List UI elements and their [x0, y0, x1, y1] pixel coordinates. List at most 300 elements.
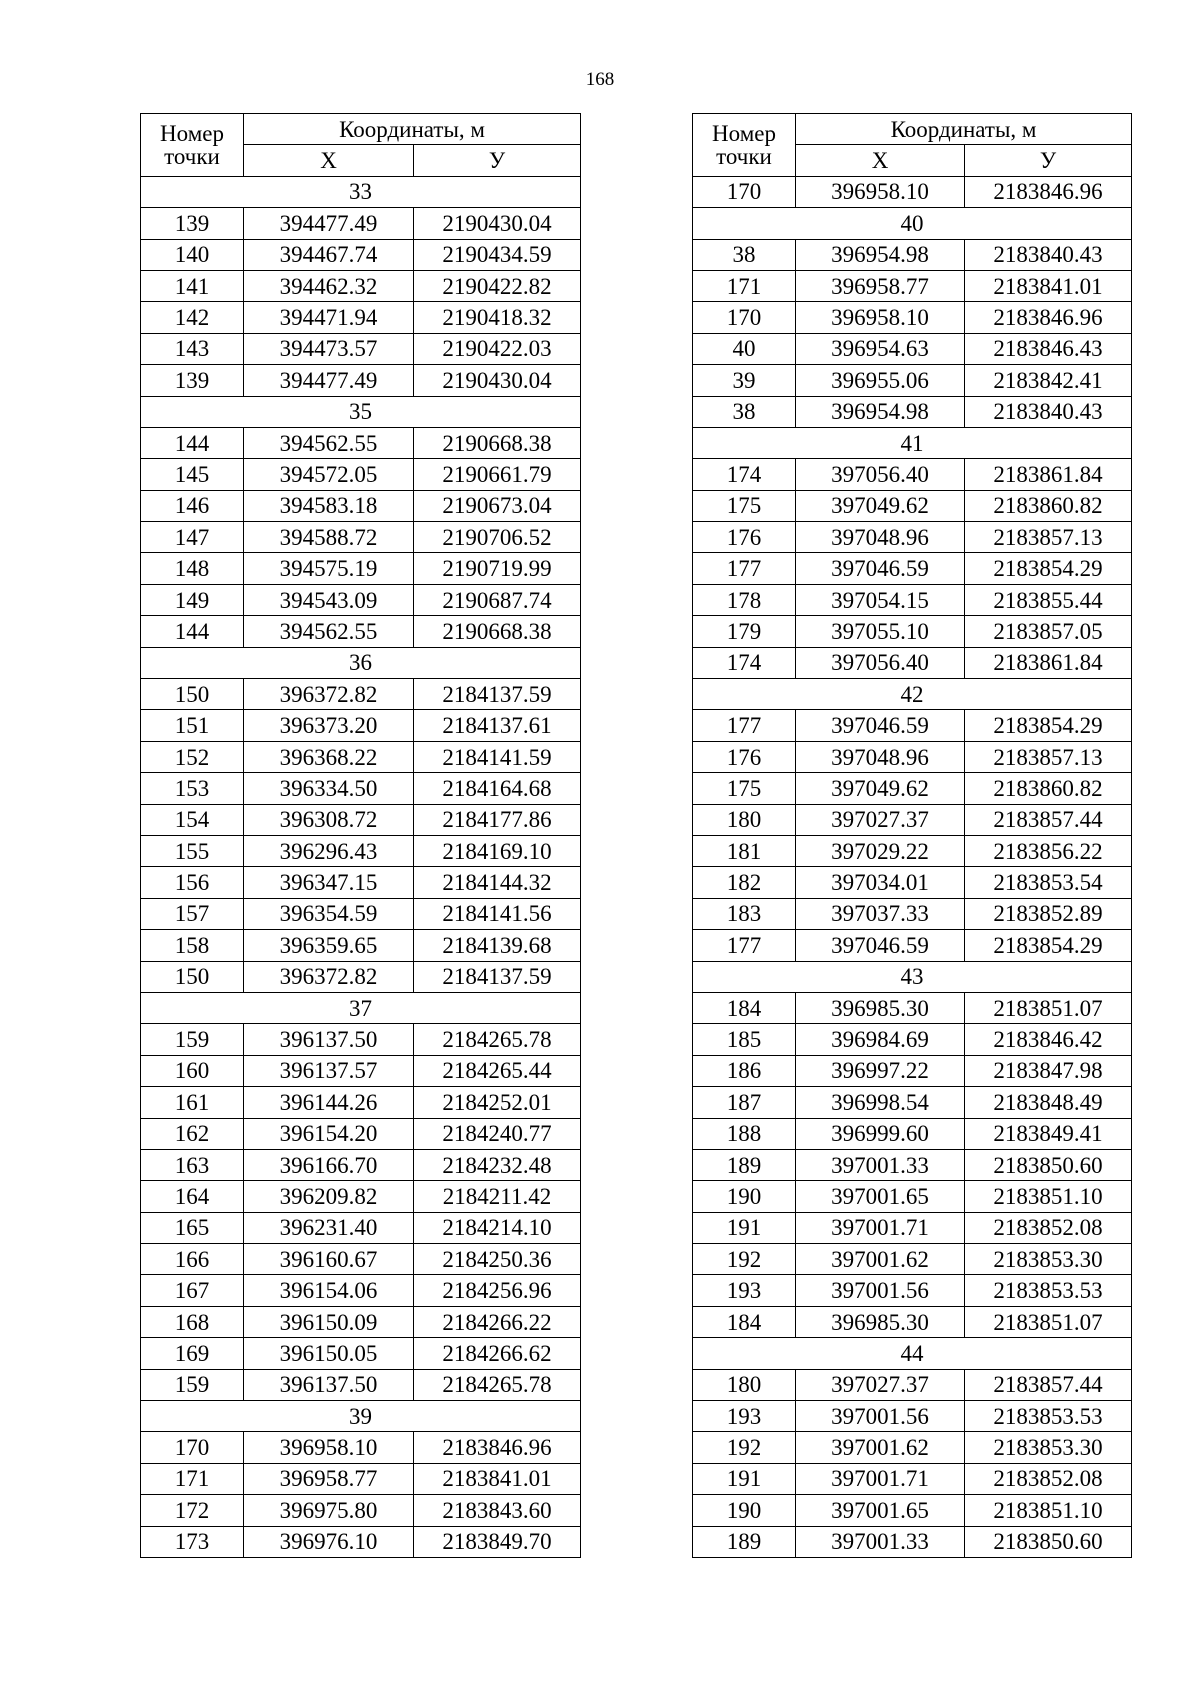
- point-number-cell: 148: [141, 553, 244, 584]
- point-number-cell: 190: [693, 1495, 796, 1526]
- table-row: [141, 490, 581, 521]
- table-row: [693, 835, 1132, 866]
- table-row: [693, 584, 1132, 615]
- point-number-cell: 177: [693, 710, 796, 741]
- group-number: 33: [141, 176, 581, 207]
- x-coordinate-cell: 396308.72: [244, 804, 414, 835]
- point-number-cell: 176: [693, 741, 796, 772]
- x-coordinate-cell: 394471.94: [244, 302, 414, 333]
- y-coordinate-cell: 2184250.36: [414, 1244, 581, 1275]
- y-coordinate-cell: 2183857.13: [965, 522, 1132, 553]
- x-coordinate-cell: 394562.55: [244, 616, 414, 647]
- table-row: [693, 773, 1132, 804]
- table-row: [141, 804, 581, 835]
- x-coordinate-cell: 396999.60: [796, 1118, 965, 1149]
- x-coordinate-cell: 397034.01: [796, 867, 965, 898]
- y-coordinate-cell: 2183846.42: [965, 1024, 1132, 1055]
- table-row: [141, 333, 581, 364]
- x-coordinate-cell: 396985.30: [796, 992, 965, 1023]
- point-number-cell: 184: [693, 1306, 796, 1337]
- table-row: [693, 1118, 1132, 1149]
- point-number-header: Номер точки: [693, 114, 796, 177]
- y-coordinate-cell: 2190422.82: [414, 270, 581, 301]
- y-coordinate-cell: 2190434.59: [414, 239, 581, 270]
- table-row: [141, 1024, 581, 1055]
- x-coordinate-cell: 394572.05: [244, 459, 414, 490]
- table-row: [141, 1087, 581, 1118]
- point-number-cell: 147: [141, 522, 244, 553]
- table-row: [141, 522, 581, 553]
- y-coordinate-cell: 2184265.78: [414, 1369, 581, 1400]
- point-number-cell: 157: [141, 898, 244, 929]
- point-number-cell: 184: [693, 992, 796, 1023]
- table-row: [141, 553, 581, 584]
- x-coordinate-cell: 396958.10: [796, 176, 965, 207]
- group-row: [693, 427, 1132, 458]
- table-row: [141, 1369, 581, 1400]
- point-number-cell: 191: [693, 1212, 796, 1243]
- table-row: [693, 930, 1132, 961]
- table-row: [693, 1463, 1132, 1494]
- y-coordinate-cell: 2190668.38: [414, 616, 581, 647]
- x-coordinate-cell: 396368.22: [244, 741, 414, 772]
- point-number-cell: 158: [141, 930, 244, 961]
- y-coordinate-cell: 2183852.89: [965, 898, 1132, 929]
- point-number-cell: 167: [141, 1275, 244, 1306]
- group-number: 35: [141, 396, 581, 427]
- y-coordinate-cell: 2184169.10: [414, 835, 581, 866]
- x-coordinate-cell: 397001.62: [796, 1244, 965, 1275]
- table-row: [693, 302, 1132, 333]
- x-coordinate-cell: 396154.20: [244, 1118, 414, 1149]
- y-coordinate-cell: 2183857.05: [965, 616, 1132, 647]
- table-row: [141, 773, 581, 804]
- table-row: [141, 1526, 581, 1557]
- x-coordinate-cell: 396137.57: [244, 1055, 414, 1086]
- x-coordinate-cell: 397001.71: [796, 1212, 965, 1243]
- y-coordinate-cell: 2190668.38: [414, 427, 581, 458]
- x-coordinate-cell: 397055.10: [796, 616, 965, 647]
- x-coordinate-cell: 396231.40: [244, 1212, 414, 1243]
- table-row: [693, 1244, 1132, 1275]
- y-coordinate-cell: 2183857.13: [965, 741, 1132, 772]
- point-number-cell: 150: [141, 679, 244, 710]
- group-number: 37: [141, 992, 581, 1023]
- y-coordinate-cell: 2183852.08: [965, 1212, 1132, 1243]
- y-coordinate-cell: 2184211.42: [414, 1181, 581, 1212]
- table-row: [693, 1181, 1132, 1212]
- point-number-cell: 162: [141, 1118, 244, 1149]
- x-coordinate-cell: 397054.15: [796, 584, 965, 615]
- point-number-cell: 145: [141, 459, 244, 490]
- x-coordinate-cell: 397001.56: [796, 1401, 965, 1432]
- x-coordinate-cell: 397001.71: [796, 1463, 965, 1494]
- point-number-cell: 170: [693, 176, 796, 207]
- point-number-cell: 180: [693, 1369, 796, 1400]
- x-coordinate-cell: 397027.37: [796, 804, 965, 835]
- point-number-cell: 168: [141, 1306, 244, 1337]
- x-coordinate-cell: 397046.59: [796, 710, 965, 741]
- x-coordinate-cell: 394477.49: [244, 365, 414, 396]
- y-coordinate-cell: 2183846.43: [965, 333, 1132, 364]
- table-row: [693, 1024, 1132, 1055]
- table-row: [141, 270, 581, 301]
- y-coordinate-cell: 2184232.48: [414, 1149, 581, 1180]
- y-coordinate-cell: 2183846.96: [965, 302, 1132, 333]
- point-number-cell: 175: [693, 773, 796, 804]
- y-coordinate-cell: 2183841.01: [965, 270, 1132, 301]
- x-coordinate-cell: 396373.20: [244, 710, 414, 741]
- point-number-cell: 174: [693, 459, 796, 490]
- y-coordinate-cell: 2183855.44: [965, 584, 1132, 615]
- table-row: [141, 584, 581, 615]
- x-coordinate-cell: 397001.33: [796, 1526, 965, 1557]
- y-header: У: [965, 145, 1132, 176]
- y-coordinate-cell: 2183842.41: [965, 365, 1132, 396]
- table-row: [141, 741, 581, 772]
- point-number-cell: 144: [141, 427, 244, 458]
- x-coordinate-cell: 396334.50: [244, 773, 414, 804]
- table-row: [141, 208, 581, 239]
- y-coordinate-cell: 2183847.98: [965, 1055, 1132, 1086]
- point-number-cell: 170: [693, 302, 796, 333]
- x-coordinate-cell: 397001.65: [796, 1181, 965, 1212]
- table-row: [141, 1149, 581, 1180]
- table-row: [693, 1369, 1132, 1400]
- y-coordinate-cell: 2183854.29: [965, 553, 1132, 584]
- x-coordinate-cell: 394562.55: [244, 427, 414, 458]
- table-row: [693, 1149, 1132, 1180]
- x-coordinate-cell: 396976.10: [244, 1526, 414, 1557]
- point-number-cell: 187: [693, 1087, 796, 1118]
- x-coordinate-cell: 396372.82: [244, 679, 414, 710]
- table-row: [141, 835, 581, 866]
- y-coordinate-cell: 2184256.96: [414, 1275, 581, 1306]
- x-coordinate-cell: 397029.22: [796, 835, 965, 866]
- x-coordinate-cell: 394575.19: [244, 553, 414, 584]
- x-coordinate-cell: 397056.40: [796, 647, 965, 678]
- point-number-cell: 142: [141, 302, 244, 333]
- table-row: [141, 459, 581, 490]
- table-row: [693, 1401, 1132, 1432]
- table-row: [693, 710, 1132, 741]
- y-coordinate-cell: 2184252.01: [414, 1087, 581, 1118]
- y-coordinate-cell: 2184137.59: [414, 679, 581, 710]
- group-number: 40: [693, 208, 1132, 239]
- point-number-cell: 159: [141, 1024, 244, 1055]
- y-coordinate-cell: 2183856.22: [965, 835, 1132, 866]
- y-coordinate-cell: 2183849.41: [965, 1118, 1132, 1149]
- point-number-cell: 159: [141, 1369, 244, 1400]
- point-number-cell: 38: [693, 239, 796, 270]
- x-coordinate-cell: 396958.10: [796, 302, 965, 333]
- point-number-cell: 186: [693, 1055, 796, 1086]
- point-number-cell: 151: [141, 710, 244, 741]
- y-header: У: [414, 145, 581, 176]
- table-row: [693, 741, 1132, 772]
- point-number-cell: 38: [693, 396, 796, 427]
- x-coordinate-cell: 396166.70: [244, 1149, 414, 1180]
- x-coordinate-cell: 397056.40: [796, 459, 965, 490]
- page-number: 168: [585, 69, 615, 90]
- point-number-cell: 174: [693, 647, 796, 678]
- point-number-cell: 182: [693, 867, 796, 898]
- x-coordinate-cell: 397046.59: [796, 553, 965, 584]
- table-row: [693, 239, 1132, 270]
- group-row: [693, 679, 1132, 710]
- point-number-cell: 192: [693, 1432, 796, 1463]
- x-coordinate-cell: 397001.65: [796, 1495, 965, 1526]
- x-coordinate-cell: 396354.59: [244, 898, 414, 929]
- point-number-cell: 169: [141, 1338, 244, 1369]
- y-coordinate-cell: 2183840.43: [965, 239, 1132, 270]
- point-number-cell: 163: [141, 1149, 244, 1180]
- table-row: [693, 1212, 1132, 1243]
- y-coordinate-cell: 2184144.32: [414, 867, 581, 898]
- point-number-cell: 177: [693, 930, 796, 961]
- point-number-cell: 180: [693, 804, 796, 835]
- y-coordinate-cell: 2183843.60: [414, 1495, 581, 1526]
- y-coordinate-cell: 2183857.44: [965, 1369, 1132, 1400]
- x-coordinate-cell: 394462.32: [244, 270, 414, 301]
- table-row: [141, 1212, 581, 1243]
- point-number-cell: 171: [141, 1463, 244, 1494]
- x-coordinate-cell: 396984.69: [796, 1024, 965, 1055]
- point-number-cell: 173: [141, 1526, 244, 1557]
- table-row: [693, 804, 1132, 835]
- x-coordinate-cell: 396347.15: [244, 867, 414, 898]
- table-row: [693, 396, 1132, 427]
- point-number-cell: 171: [693, 270, 796, 301]
- point-number-cell: 179: [693, 616, 796, 647]
- point-number-cell: 191: [693, 1463, 796, 1494]
- x-coordinate-cell: 397046.59: [796, 930, 965, 961]
- group-row: [141, 1401, 581, 1432]
- point-number-cell: 170: [141, 1432, 244, 1463]
- table-row: [141, 930, 581, 961]
- point-number-cell: 40: [693, 333, 796, 364]
- y-coordinate-cell: 2190706.52: [414, 522, 581, 553]
- y-coordinate-cell: 2183861.84: [965, 459, 1132, 490]
- table-row: [141, 1338, 581, 1369]
- x-coordinate-cell: 396954.63: [796, 333, 965, 364]
- y-coordinate-cell: 2183854.29: [965, 710, 1132, 741]
- point-number-cell: 160: [141, 1055, 244, 1086]
- y-coordinate-cell: 2183853.30: [965, 1432, 1132, 1463]
- table-row: [141, 616, 581, 647]
- y-coordinate-cell: 2183852.08: [965, 1463, 1132, 1494]
- table-row: [141, 1118, 581, 1149]
- point-number-cell: 152: [141, 741, 244, 772]
- table-row: [141, 867, 581, 898]
- y-coordinate-cell: 2184240.77: [414, 1118, 581, 1149]
- y-coordinate-cell: 2183854.29: [965, 930, 1132, 961]
- table-row: [141, 679, 581, 710]
- group-number: 41: [693, 427, 1132, 458]
- x-coordinate-cell: 396150.05: [244, 1338, 414, 1369]
- x-coordinate-cell: 394588.72: [244, 522, 414, 553]
- y-coordinate-cell: 2184139.68: [414, 930, 581, 961]
- y-coordinate-cell: 2184137.59: [414, 961, 581, 992]
- y-coordinate-cell: 2183861.84: [965, 647, 1132, 678]
- point-number-cell: 139: [141, 208, 244, 239]
- group-row: [141, 647, 581, 678]
- point-number-cell: 149: [141, 584, 244, 615]
- x-coordinate-cell: 396954.98: [796, 396, 965, 427]
- point-number-cell: 141: [141, 270, 244, 301]
- group-number: 44: [693, 1338, 1132, 1369]
- y-coordinate-cell: 2183848.49: [965, 1087, 1132, 1118]
- y-coordinate-cell: 2184177.86: [414, 804, 581, 835]
- y-coordinate-cell: 2184265.78: [414, 1024, 581, 1055]
- y-coordinate-cell: 2190418.32: [414, 302, 581, 333]
- y-coordinate-cell: 2183853.54: [965, 867, 1132, 898]
- table-row: [693, 867, 1132, 898]
- y-coordinate-cell: 2190687.74: [414, 584, 581, 615]
- point-number-cell: 192: [693, 1244, 796, 1275]
- x-coordinate-cell: 396137.50: [244, 1369, 414, 1400]
- header-row: [141, 114, 581, 145]
- x-coordinate-cell: 397049.62: [796, 773, 965, 804]
- x-coordinate-cell: 396975.80: [244, 1495, 414, 1526]
- table-row: [141, 1495, 581, 1526]
- x-coordinate-cell: 396997.22: [796, 1055, 965, 1086]
- point-number-cell: 172: [141, 1495, 244, 1526]
- x-coordinate-cell: 396958.77: [244, 1463, 414, 1494]
- y-coordinate-cell: 2183850.60: [965, 1526, 1132, 1557]
- table-row: [693, 490, 1132, 521]
- x-coordinate-cell: 397027.37: [796, 1369, 965, 1400]
- table-row: [693, 1055, 1132, 1086]
- y-coordinate-cell: 2183857.44: [965, 804, 1132, 835]
- table-row: [693, 459, 1132, 490]
- y-coordinate-cell: 2184265.44: [414, 1055, 581, 1086]
- table-row: [693, 616, 1132, 647]
- point-number-cell: 165: [141, 1212, 244, 1243]
- y-coordinate-cell: 2183853.30: [965, 1244, 1132, 1275]
- point-number-cell: 144: [141, 616, 244, 647]
- table-row: [693, 522, 1132, 553]
- x-coordinate-cell: 396372.82: [244, 961, 414, 992]
- group-number: 39: [141, 1401, 581, 1432]
- x-coordinate-cell: 396209.82: [244, 1181, 414, 1212]
- table-row: [693, 1087, 1132, 1118]
- group-row: [141, 396, 581, 427]
- y-coordinate-cell: 2183860.82: [965, 773, 1132, 804]
- point-number-cell: 181: [693, 835, 796, 866]
- coordinates-header: Координаты, м: [796, 114, 1132, 145]
- y-coordinate-cell: 2190430.04: [414, 365, 581, 396]
- point-number-cell: 189: [693, 1149, 796, 1180]
- x-coordinate-cell: 396154.06: [244, 1275, 414, 1306]
- point-number-cell: 188: [693, 1118, 796, 1149]
- table-row: [141, 239, 581, 270]
- y-coordinate-cell: 2183840.43: [965, 396, 1132, 427]
- coordinates-header: Координаты, м: [244, 114, 581, 145]
- y-coordinate-cell: 2190719.99: [414, 553, 581, 584]
- point-number-cell: 175: [693, 490, 796, 521]
- y-coordinate-cell: 2183846.96: [414, 1432, 581, 1463]
- x-coordinate-cell: 396985.30: [796, 1306, 965, 1337]
- table-row: [693, 992, 1132, 1023]
- point-number-cell: 176: [693, 522, 796, 553]
- point-number-cell: 193: [693, 1275, 796, 1306]
- y-coordinate-cell: 2183851.07: [965, 1306, 1132, 1337]
- y-coordinate-cell: 2183841.01: [414, 1463, 581, 1494]
- x-coordinate-cell: 397049.62: [796, 490, 965, 521]
- table-row: [141, 1463, 581, 1494]
- table-row: [141, 898, 581, 929]
- table-row: [141, 427, 581, 458]
- group-number: 36: [141, 647, 581, 678]
- x-coordinate-cell: 396955.06: [796, 365, 965, 396]
- y-coordinate-cell: 2190430.04: [414, 208, 581, 239]
- x-coordinate-cell: 394583.18: [244, 490, 414, 521]
- group-row: [693, 1338, 1132, 1369]
- x-coordinate-cell: 394477.49: [244, 208, 414, 239]
- table-row: [693, 176, 1132, 207]
- y-coordinate-cell: 2190661.79: [414, 459, 581, 490]
- y-coordinate-cell: 2184266.22: [414, 1306, 581, 1337]
- group-number: 43: [693, 961, 1132, 992]
- y-coordinate-cell: 2190673.04: [414, 490, 581, 521]
- table-row: [693, 333, 1132, 364]
- point-number-cell: 183: [693, 898, 796, 929]
- table-row: [693, 270, 1132, 301]
- y-coordinate-cell: 2184137.61: [414, 710, 581, 741]
- table-row: [141, 1181, 581, 1212]
- x-coordinate-cell: 396144.26: [244, 1087, 414, 1118]
- x-coordinate-cell: 396359.65: [244, 930, 414, 961]
- point-number-cell: 166: [141, 1244, 244, 1275]
- point-number-cell: 177: [693, 553, 796, 584]
- table-row: [693, 553, 1132, 584]
- x-coordinate-cell: 396137.50: [244, 1024, 414, 1055]
- table-row: [693, 1432, 1132, 1463]
- header-row: [693, 114, 1132, 145]
- point-number-cell: 164: [141, 1181, 244, 1212]
- x-coordinate-cell: 396958.10: [244, 1432, 414, 1463]
- y-coordinate-cell: 2183853.53: [965, 1275, 1132, 1306]
- x-coordinate-cell: 396296.43: [244, 835, 414, 866]
- coordinates-table-left: [140, 113, 581, 1558]
- y-coordinate-cell: 2183851.10: [965, 1495, 1132, 1526]
- group-row: [693, 208, 1132, 239]
- point-number-cell: 153: [141, 773, 244, 804]
- point-number-cell: 190: [693, 1181, 796, 1212]
- point-number-cell: 39: [693, 365, 796, 396]
- x-coordinate-cell: 396998.54: [796, 1087, 965, 1118]
- x-coordinate-cell: 396958.77: [796, 270, 965, 301]
- table-row: [693, 1306, 1132, 1337]
- x-header: X: [244, 145, 414, 176]
- y-coordinate-cell: 2183849.70: [414, 1526, 581, 1557]
- table-row: [141, 961, 581, 992]
- y-coordinate-cell: 2184141.59: [414, 741, 581, 772]
- y-coordinate-cell: 2184214.10: [414, 1212, 581, 1243]
- table-row: [141, 1306, 581, 1337]
- point-number-cell: 193: [693, 1401, 796, 1432]
- table-row: [693, 1275, 1132, 1306]
- group-number: 42: [693, 679, 1132, 710]
- table-row: [141, 365, 581, 396]
- table-row: [141, 302, 581, 333]
- y-coordinate-cell: 2183851.10: [965, 1181, 1132, 1212]
- x-coordinate-cell: 397048.96: [796, 741, 965, 772]
- point-number-cell: 185: [693, 1024, 796, 1055]
- point-number-cell: 156: [141, 867, 244, 898]
- table-row: [693, 1526, 1132, 1557]
